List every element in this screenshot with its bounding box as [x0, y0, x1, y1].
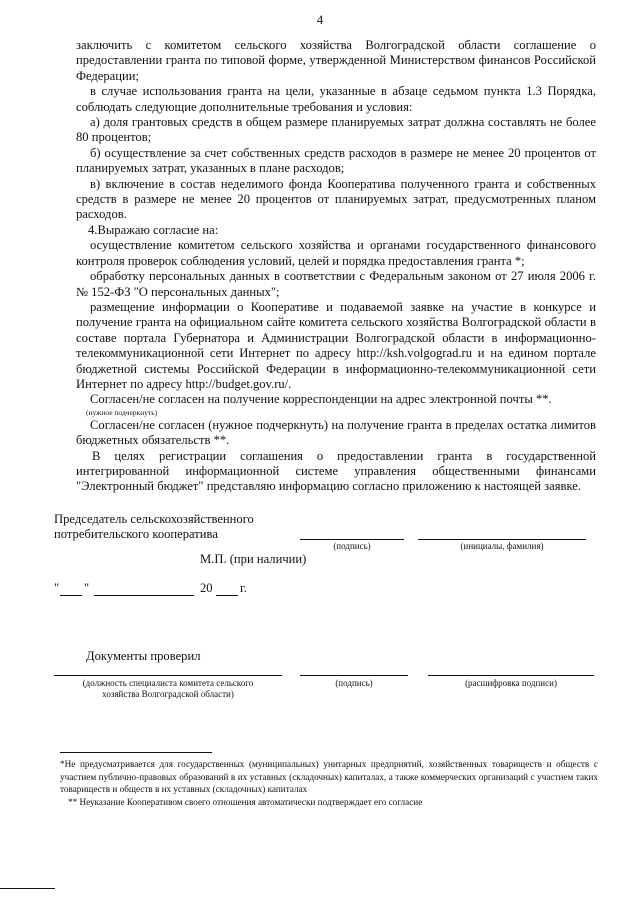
paragraph-consent-personal-data: обработку персональных данных в соответствии с Федеральным законом от 27 июля 2006 г. № 152-ФЗ "О персональных данных";: [76, 269, 596, 299]
date-day-line: [60, 595, 82, 596]
paragraph-item-c: в) включение в состав неделимого фонда Кооператива полученного гранта и собственных средств в размере не менее 20 процентов от планируемых затрат, предусмотренных планом расходов.: [76, 176, 596, 222]
date-year-line: [216, 595, 238, 596]
paragraph-consent-heading: 4.Выражаю согласие на:: [88, 222, 219, 237]
footnote-separator: [60, 752, 212, 753]
paragraph-item-b: б) осуществление за счет собственных средств расходов в размере не менее 20 процентов от планируемых затрат, указанных в плане расходов;: [76, 145, 596, 176]
page-edge-line: [0, 888, 55, 889]
verifier-signature-line: [300, 675, 408, 676]
footnotes: [60, 758, 598, 808]
caption-signature: (подпись): [333, 541, 371, 551]
caption-initials: (инициалы, фамилия): [460, 541, 544, 551]
paragraph-email-consent: Согласен/не согласен на получение корреспонденции на адрес электронной почты **.: [90, 392, 552, 407]
initials-line: [418, 539, 586, 540]
date-quote-open: ": [54, 581, 60, 595]
date-month-line: [94, 595, 194, 596]
date-quote-close: ": [84, 581, 90, 595]
note-underline: (нужное подчеркнуть): [86, 407, 158, 417]
caption-decode: (расшифровка подписи): [465, 678, 557, 688]
paragraph-limits-consent: Согласен/не согласен (нужное подчеркнуть) на получение гранта в пределах остатка лимитов бюджетных обязательств **.: [76, 417, 596, 448]
page-number: 4: [316, 12, 324, 27]
date-year-prefix: 20: [200, 581, 213, 595]
stamp-note: М.П. (при наличии): [200, 552, 307, 566]
chair-title-line1: Председатель сельскохозяйственного: [54, 512, 254, 526]
paragraph-consent-control: осуществление комитетом сельского хозяйства и органами государственного финансового контроля проверок соблюдения условий, целей и порядка предоставления гранта *;: [76, 238, 596, 268]
verified-by-title: Документы проверил: [86, 649, 201, 663]
paragraph-consent-publication: размещение информации о Кооперативе и подаваемой заявке на участие в конкурсе и получение гранта на официальном сайте комитета сельского хозяйства Волгоградской области в составе портала Губернатора и Администрации Волгоградской области в информационно-телекоммуникационной сети Интернет по адресу http://ksh.volgograd.ru и на едином портале бюджетной системы Российской Федерации в информационно-телекоммуникационной сети Интернет по адресу http://budget.gov.ru/.: [76, 299, 596, 391]
decode-line: [428, 675, 594, 676]
caption-position-line2: хозяйства Волгоградской области): [102, 689, 234, 699]
paragraph-grant-use: в случае использования гранта на цели, указанные в абзаце седьмом пункта 1.3 Порядка, соблюдать следующие дополнительные требования и условия:: [76, 84, 596, 114]
document-body: [76, 38, 596, 495]
caption-verifier-signature: (подпись): [335, 678, 373, 688]
footnote-1: *Не предусматривается для государственных (муниципальных) унитарных предприятий, хозяйственных товариществ и обществ с участием публично-правовых образований в их уставных (складочных) капиталах, а также коммерческих организаций с участием таких товариществ и обществ в их уставных (складочных) капиталах: [60, 759, 598, 794]
paragraph-agreement: заключить с комитетом сельского хозяйства Волгоградской области соглашение о предоставлении гранта по типовой форме, утвержденной Министерством финансов Российской Федерации;: [76, 38, 596, 83]
paragraph-electronic-budget: В целях регистрации соглашения о предоставлении гранта в государственной интегрированной информационной системе управления общественными финансами "Электронный бюджет" представляю информацию согласно приложению к настоящей заявке.: [76, 448, 596, 494]
chair-title-line2: потребительского кооператива: [54, 527, 218, 541]
paragraph-item-a: а) доля грантовых средств в общем размере планируемых затрат должна составлять не более 80 процентов;: [76, 115, 596, 145]
footnote-2: ** Неуказание Кооперативом своего отношения автоматически подтверждает его согласие: [68, 796, 423, 807]
caption-position-line1: (должность специалиста комитета сельского: [82, 678, 254, 688]
position-line: [54, 675, 282, 676]
signature-line: [300, 539, 404, 540]
date-year-suffix: г.: [240, 581, 247, 595]
